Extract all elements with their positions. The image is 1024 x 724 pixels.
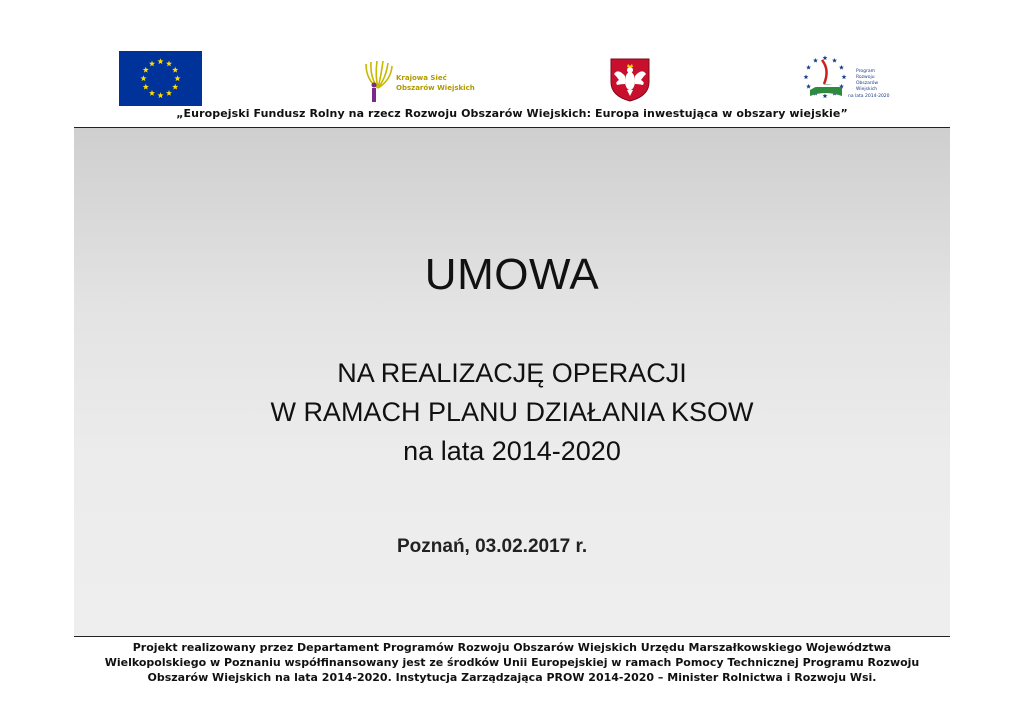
footer-note — [60, 640, 964, 685]
footer-divider — [74, 636, 950, 637]
prow-star-icon — [813, 58, 818, 63]
document-subtitle-line-1: NA REALIZACJĘ OPERACJI — [337, 358, 687, 388]
prow-star-icon — [823, 55, 828, 60]
document-subtitle-line-3: na lata 2014-2020 — [403, 436, 621, 466]
svg-text:Obszarów Wiejskich: Obszarów Wiejskich — [396, 84, 475, 92]
place-and-date: Poznań, 03.02.2017 r. — [397, 536, 588, 557]
ksow-logo-icon — [358, 58, 478, 104]
prow-star-icon — [806, 84, 811, 89]
program-tagline: „Europejski Fundusz Rolny na rzecz Rozwoju Obszarów Wiejskich: Europa inwestująca w obszary wiejskie” — [176, 107, 848, 120]
wielkopolska-coat-of-arms-icon — [609, 58, 651, 102]
svg-text:Wiejskich: Wiejskich — [856, 87, 878, 92]
prow-logo-icon — [800, 52, 890, 102]
svg-text:Krajowa Sieć: Krajowa Sieć — [396, 74, 447, 82]
prow-star-icon — [804, 74, 809, 79]
prow-star-icon — [806, 65, 811, 70]
footer-line-1: Projekt realizowany przez Departament Programów Rozwoju Obszarów Wiejskich Urzędu Marszałkowskiego Województwa — [132, 641, 892, 654]
eu-flag-icon — [119, 51, 202, 106]
prow-star-icon — [823, 93, 828, 98]
prow-star-icon — [842, 74, 847, 79]
document-title: UMOWA — [424, 250, 600, 299]
document-subtitle-line-2: W RAMACH PLANU DZIAŁANIA KSOW — [270, 397, 754, 427]
svg-text:Program: Program — [856, 69, 875, 74]
svg-text:na lata 2014-2020: na lata 2014-2020 — [848, 94, 890, 99]
logo-row — [0, 0, 1024, 110]
prow-star-icon — [839, 65, 844, 70]
prow-star-icon — [832, 58, 837, 63]
footer-line-3: Obszarów Wiejskich na lata 2014-2020. Instytucja Zarządzająca PROW 2014-2020 – Minister Rolnictwa i Rozwoju Wsi. — [147, 671, 877, 684]
footer-line-2: Wielkopolskiego w Poznaniu współfinansowany jest ze środków Unii Europejskiej w ramach Pomocy Technicznej Programu Rozwoju — [104, 656, 920, 669]
svg-text:Rozwoju: Rozwoju — [856, 75, 875, 80]
svg-text:Obszarów: Obszarów — [856, 81, 879, 86]
